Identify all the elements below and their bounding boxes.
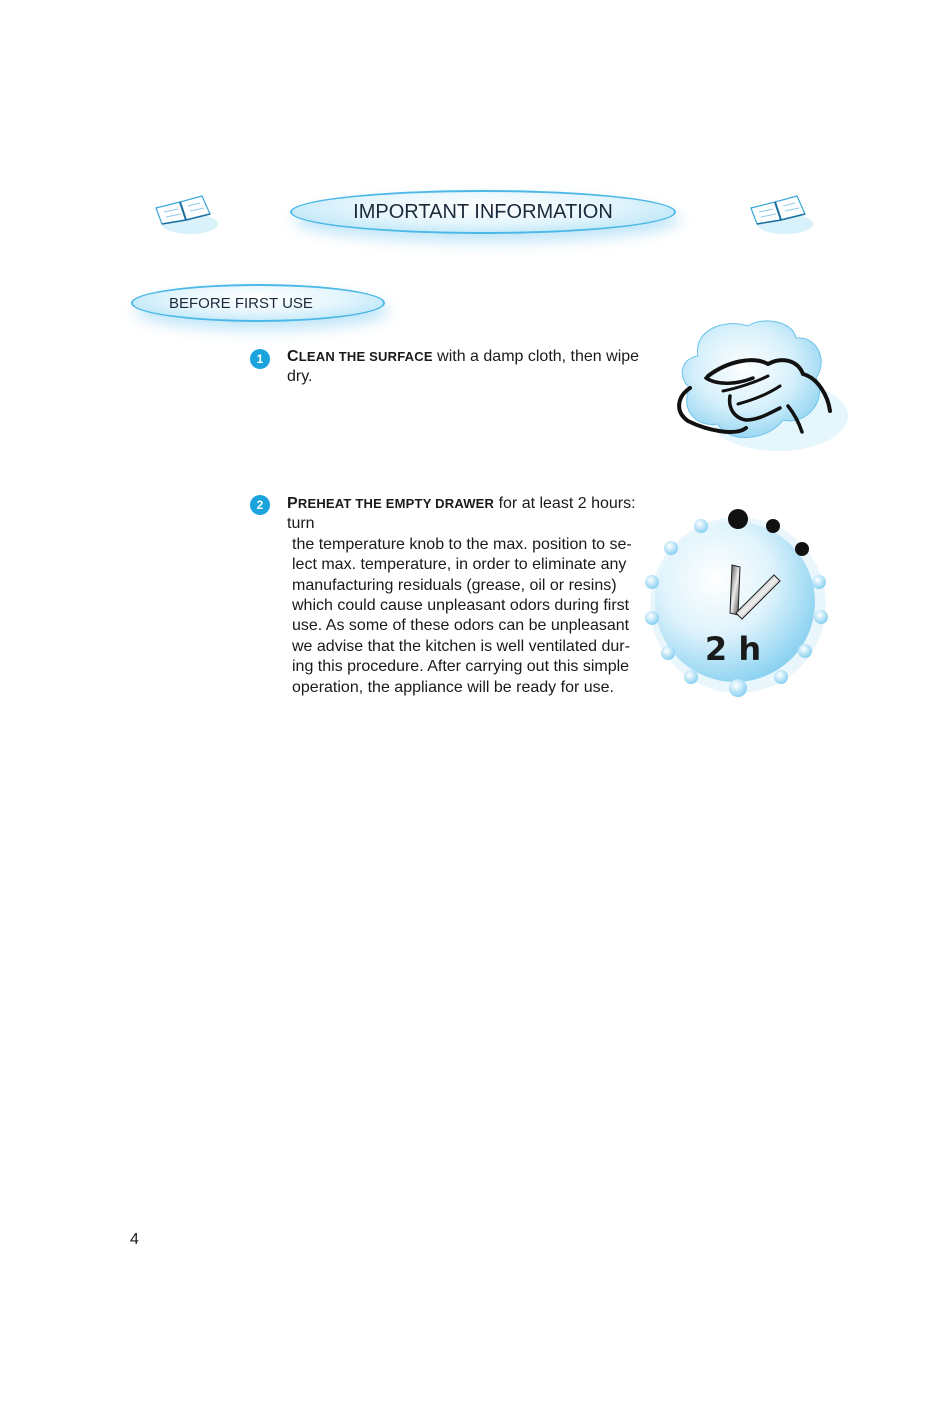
step-2-text — [287, 494, 644, 698]
open-book-icon-left — [150, 190, 220, 240]
step-1-text — [287, 347, 667, 388]
section-title: BEFORE FIRST USE — [169, 294, 313, 312]
step-2-line: which could cause unpleasant odors during first — [292, 597, 630, 615]
step-2-line: the temperature knob to the max. position to se- — [292, 535, 632, 553]
clock-label: 2 h — [704, 630, 762, 668]
page-number: 4 — [130, 1231, 139, 1248]
hand-cloth-icon — [668, 316, 848, 461]
step-2-line: use. As some of these odors can be unpleasant — [292, 617, 630, 635]
open-book-icon-right — [745, 190, 815, 240]
clock-icon — [640, 505, 850, 715]
step-2-line: lect max. temperature, in order to eliminate any — [292, 556, 627, 574]
step-2-line: we advise that the kitchen is well ventilated dur- — [292, 637, 630, 655]
step-1-body: with a damp cloth, then wipe dry. — [287, 348, 640, 386]
step-2-line: ing this procedure. After carrying out this simple — [292, 658, 630, 676]
page-title-banner — [290, 190, 676, 234]
step-2-line: for at least 2 hours: turn — [287, 495, 636, 533]
section-banner — [131, 284, 385, 322]
step-2-line: manufacturing residuals (grease, oil or resins) — [292, 576, 617, 594]
step-2-number: 2 — [250, 495, 270, 515]
step-2-lead: PREHEAT THE EMPTY DRAWER — [287, 495, 495, 512]
step-1-lead: CLEAN THE SURFACE — [287, 348, 433, 365]
step-1-number: 1 — [250, 349, 270, 369]
page-title: IMPORTANT INFORMATION — [353, 200, 613, 223]
step-2-line: operation, the appliance will be ready for use. — [292, 678, 614, 696]
